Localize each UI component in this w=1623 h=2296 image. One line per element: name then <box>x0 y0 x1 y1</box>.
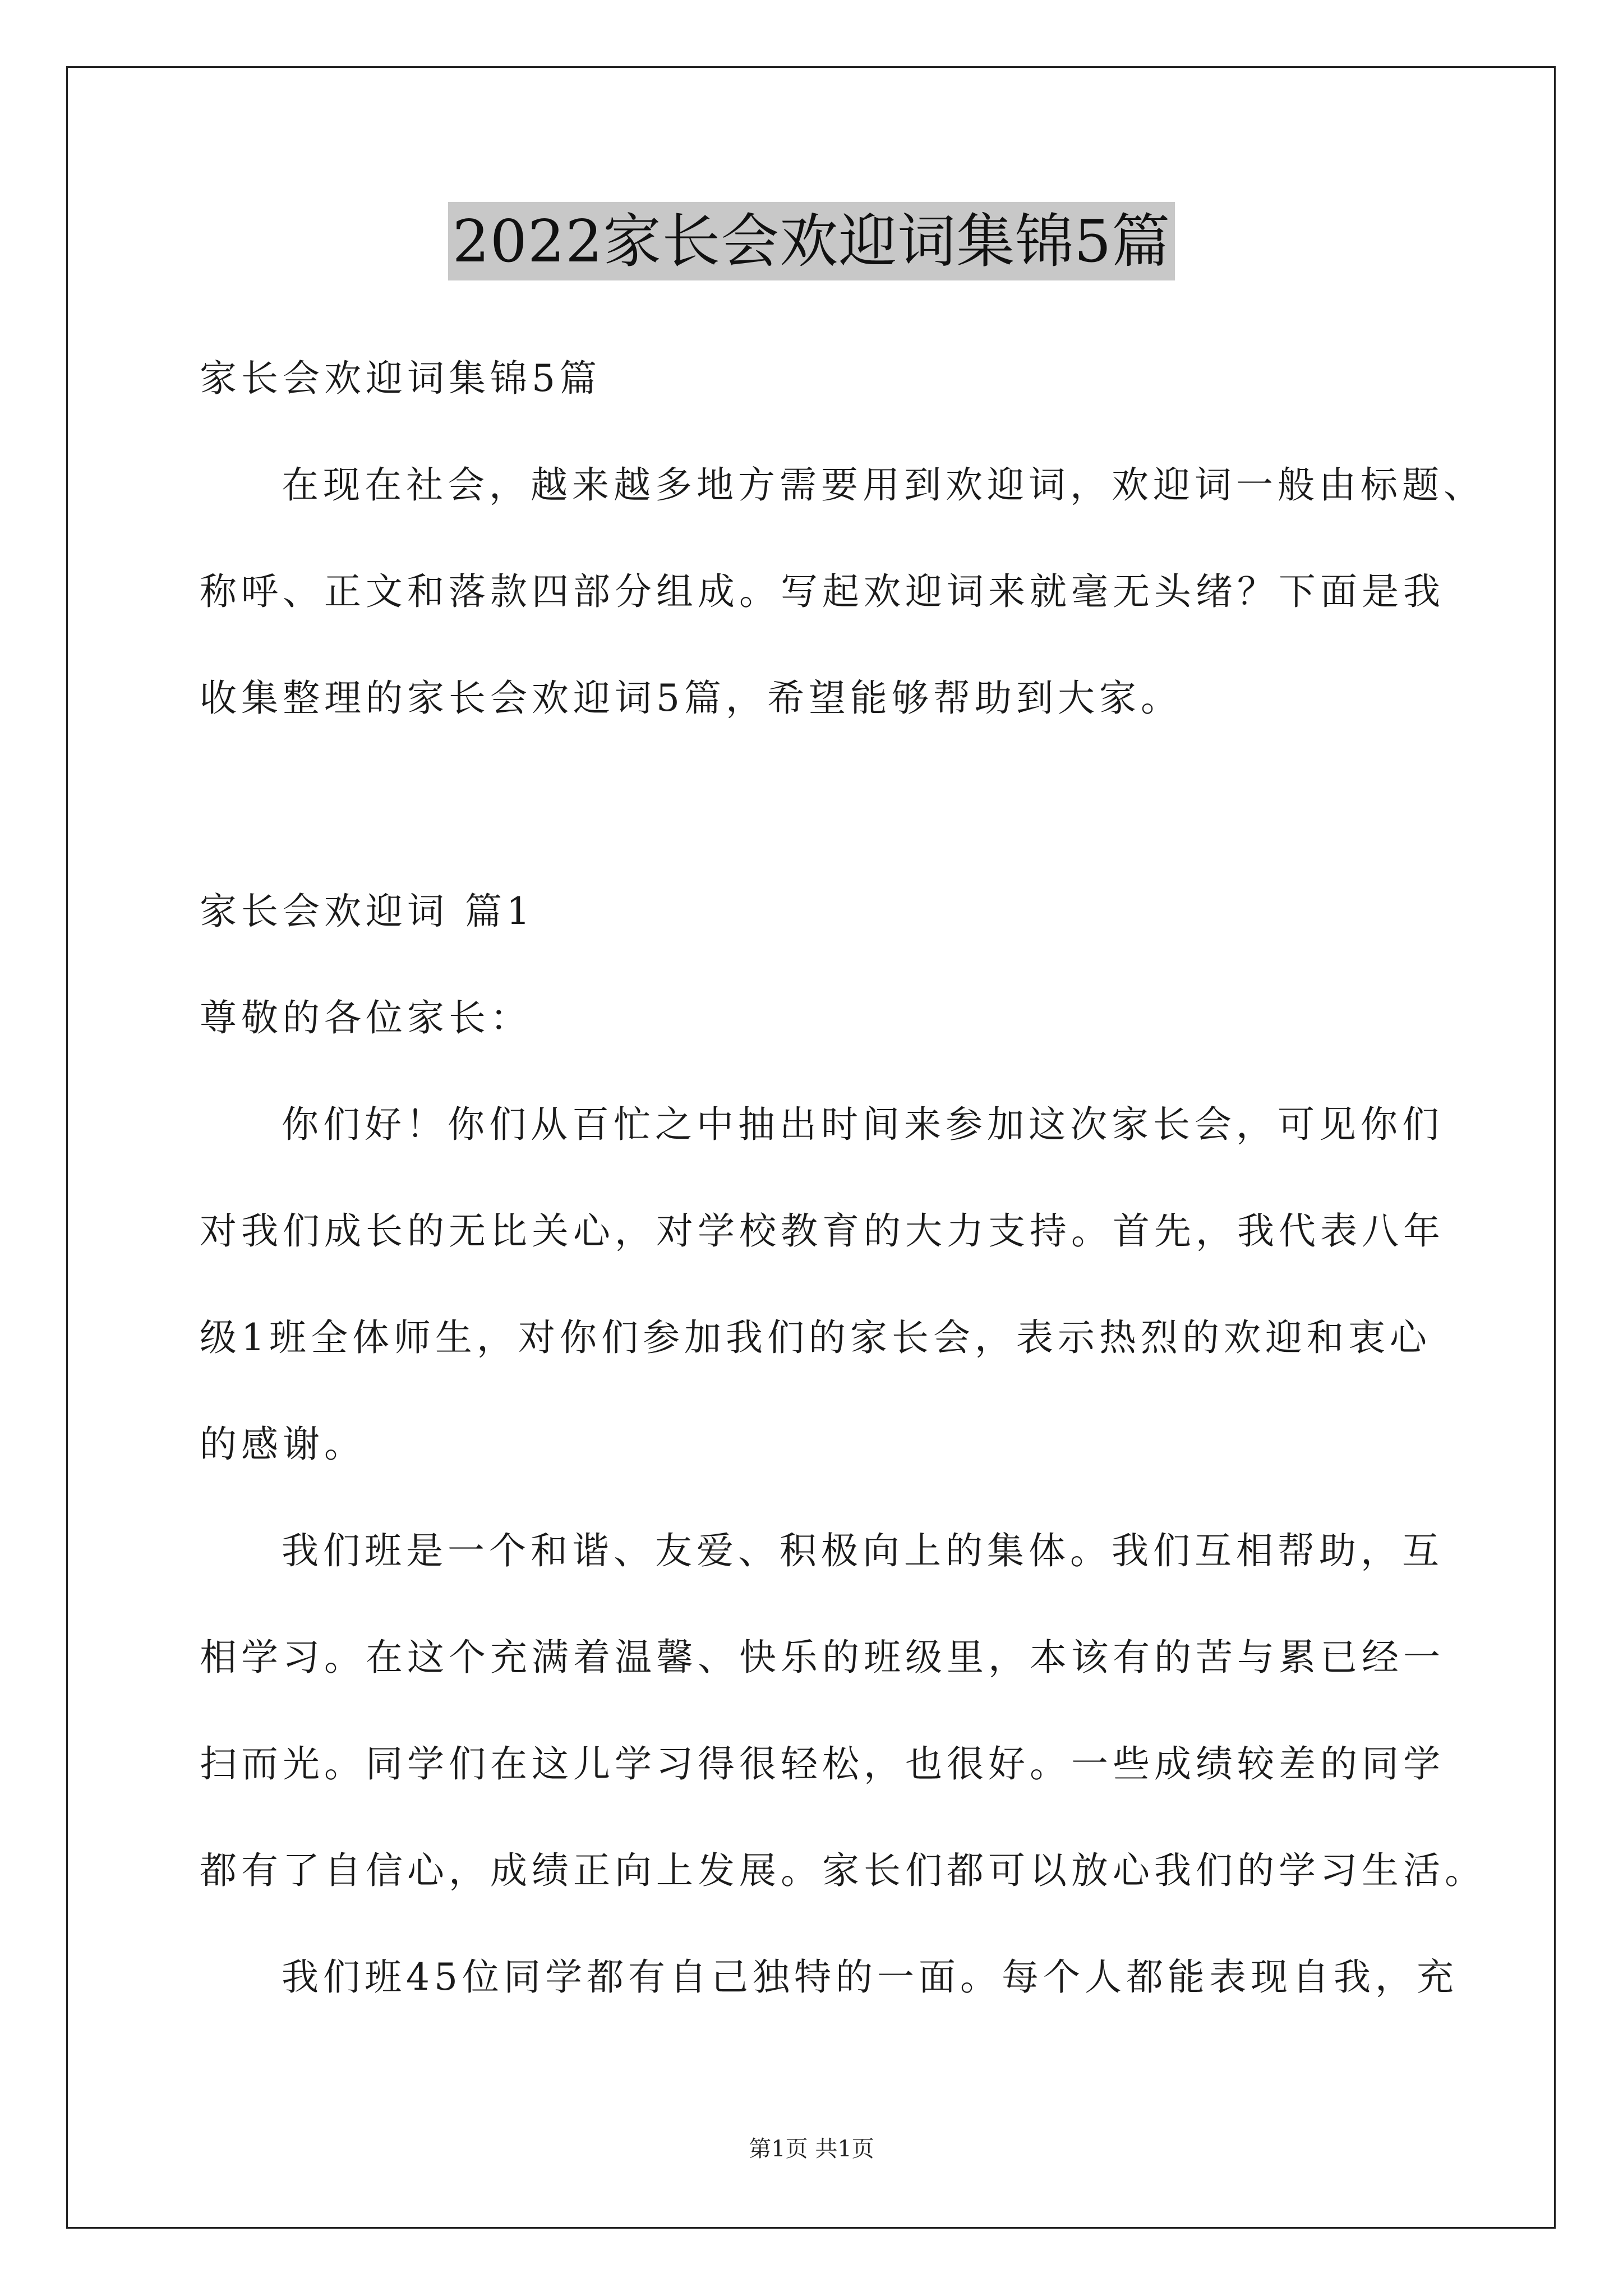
section-heading: 家长会欢迎词 篇1 <box>200 890 534 933</box>
intro-line: 收集整理的家长会欢迎词5篇，希望能够帮助到大家。 <box>200 677 1182 720</box>
page-footer: 第1页 共1页 <box>749 2136 874 2162</box>
intro-line: 在现在社会，越来越多地方需要用到欢迎词，欢迎词一般由标题、 <box>282 463 1485 507</box>
body-line: 扫而光。同学们在这儿学习得很轻松，也很好。一些成绩较差的同学 <box>200 1742 1445 1786</box>
body-line: 相学习。在这个充满着温馨、快乐的班级里，本该有的苦与累已经一 <box>200 1636 1445 1679</box>
body-line: 的感谢。 <box>200 1423 366 1466</box>
salutation-line: 尊敬的各位家长： <box>200 996 532 1039</box>
title-container <box>0 202 1623 280</box>
subtitle-line: 家长会欢迎词集锦5篇 <box>200 357 601 400</box>
body-line: 对我们成长的无比关心，对学校教育的大力支持。首先，我代表八年 <box>200 1209 1445 1253</box>
body-line: 我们班45位同学都有自己独特的一面。每个人都能表现自我，充 <box>282 1955 1458 1999</box>
body-line: 都有了自信心，成绩正向上发展。家长们都可以放心我们的学习生活。 <box>200 1849 1486 1892</box>
intro-line: 称呼、正文和落款四部分组成。写起欢迎词来就毫无头绪？下面是我 <box>200 570 1445 613</box>
body-line: 我们班是一个和谐、友爱、积极向上的集体。我们互相帮助，互 <box>282 1529 1444 1572</box>
body-line: 你们好！你们从百忙之中抽出时间来参加这次家长会，可见你们 <box>282 1103 1444 1146</box>
body-line: 级1班全体师生，对你们参加我们的家长会，表示热烈的欢迎和衷心 <box>200 1316 1431 1359</box>
document-title: 2022家长会欢迎词集锦5篇 <box>448 202 1175 280</box>
